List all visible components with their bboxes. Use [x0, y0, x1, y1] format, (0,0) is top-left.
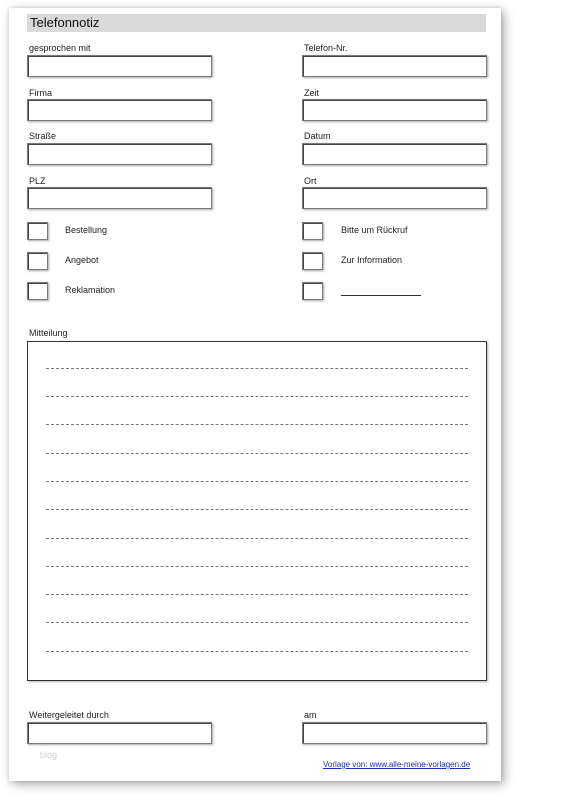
gesprochen-mit-label: gesprochen mit — [29, 43, 91, 53]
bestellung-checkbox[interactable] — [27, 222, 48, 240]
custom-option-checkbox[interactable] — [302, 282, 323, 300]
information-label: Zur Information — [341, 255, 403, 265]
custom-option-blank-line[interactable] — [341, 295, 421, 296]
angebot-checkbox[interactable] — [27, 252, 48, 270]
strasse-label: Straße — [29, 131, 57, 141]
telefon-nr-label: Telefon-Nr. — [304, 43, 348, 53]
rueckruf-checkbox[interactable] — [302, 222, 323, 240]
writing-line — [46, 622, 468, 623]
writing-line — [46, 651, 468, 652]
vorlagen-link[interactable]: Vorlage von: www.alle-meine-vorlagen.de — [323, 760, 471, 769]
writing-line — [46, 424, 468, 425]
firma-label: Firma — [29, 88, 52, 98]
reklamation-label: Reklamation — [65, 285, 116, 295]
writing-line — [46, 396, 468, 397]
writing-line — [46, 481, 468, 482]
ort-field[interactable] — [302, 187, 487, 209]
strasse-field[interactable] — [27, 143, 212, 165]
mitteilung-label: Mitteilung — [29, 328, 68, 338]
plz-label: PLZ — [29, 176, 46, 186]
writing-line — [46, 594, 468, 595]
telefon-nr-field[interactable] — [302, 55, 487, 77]
gesprochen-mit-field[interactable] — [27, 55, 212, 77]
datum-field[interactable] — [302, 143, 487, 165]
watermark-text: blog — [40, 750, 58, 760]
plz-field[interactable] — [27, 187, 212, 209]
weitergeleitet-field[interactable] — [27, 722, 212, 744]
writing-line — [46, 509, 468, 510]
ort-label: Ort — [304, 176, 317, 186]
writing-line — [46, 453, 468, 454]
bestellung-label: Bestellung — [65, 225, 108, 235]
writing-line — [46, 566, 468, 567]
writing-line — [46, 368, 468, 369]
reklamation-checkbox[interactable] — [27, 282, 48, 300]
writing-line — [46, 538, 468, 539]
zeit-label: Zeit — [304, 88, 320, 98]
mitteilung-textarea[interactable] — [27, 341, 487, 681]
zeit-field[interactable] — [302, 99, 487, 121]
datum-label: Datum — [304, 131, 331, 141]
rueckruf-label: Bitte um Rückruf — [341, 225, 408, 235]
page-title: Telefonnotiz — [30, 15, 100, 30]
am-label: am — [304, 710, 317, 720]
angebot-label: Angebot — [65, 255, 99, 265]
am-field[interactable] — [302, 722, 487, 744]
information-checkbox[interactable] — [302, 252, 323, 270]
firma-field[interactable] — [27, 99, 212, 121]
weitergeleitet-label: Weitergeleitet durch — [29, 710, 109, 720]
